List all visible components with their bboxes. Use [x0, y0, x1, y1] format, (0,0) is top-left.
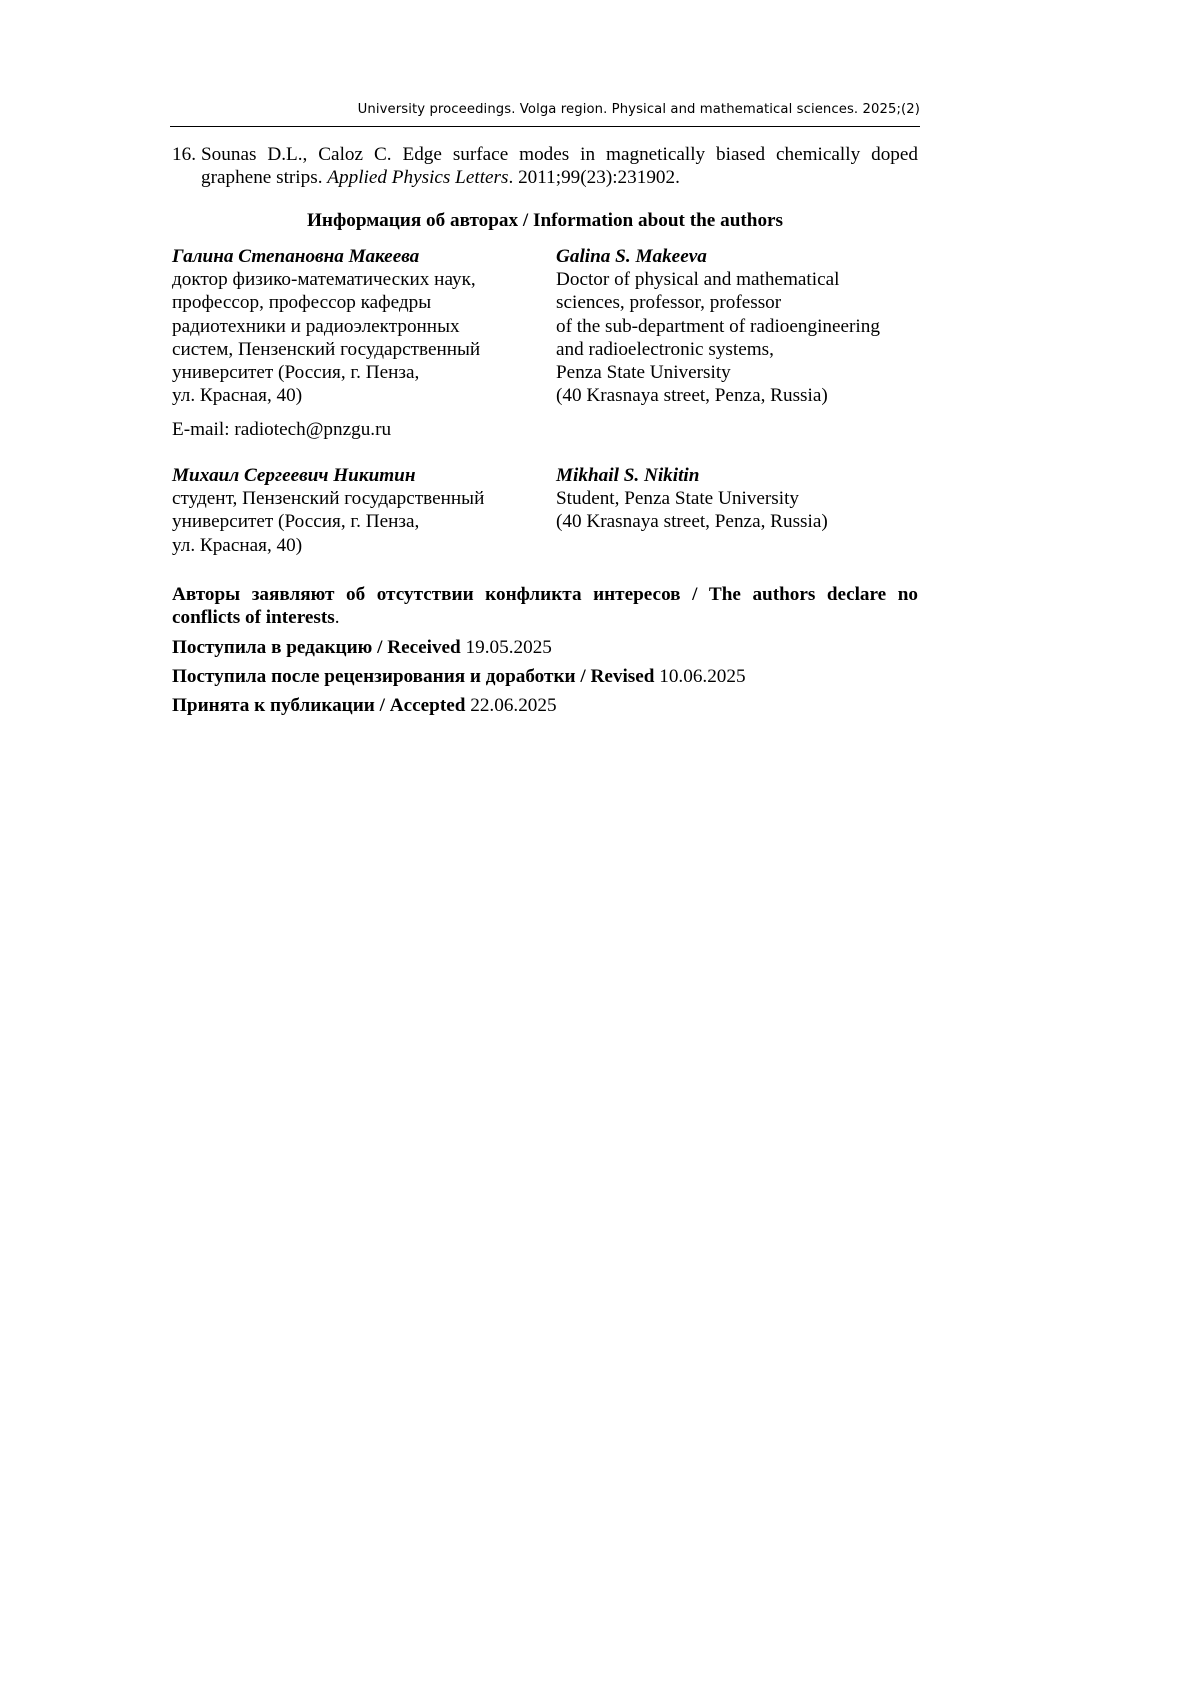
- author-1-email: E-mail: radiotech@pnzgu.ru: [172, 419, 392, 440]
- author-1-en-line: and radioelectronic systems,: [556, 338, 774, 360]
- running-header: University proceedings. Volga region. Physical and mathematical sciences. 2025;(2): [357, 102, 920, 117]
- reference-text: [172, 143, 918, 189]
- reference-entry: [172, 143, 918, 189]
- reference-line-2-end: . 2011;99(23):231902.: [508, 167, 680, 189]
- author-1-name-ru: Галина Степановна Макеева: [172, 246, 420, 267]
- author-2-ru-line: ул. Красная, 40): [172, 534, 303, 556]
- author-1-ru-line: доктор физико-математических наук,: [172, 269, 476, 291]
- author-1-ru-line: профессор, профессор кафедры: [172, 292, 432, 314]
- reference-line-2-start: graphene strips.: [201, 167, 328, 189]
- author-2-en-line: Student, Penza State University: [556, 488, 800, 510]
- reference-journal: Applied Physics Letters: [327, 167, 509, 189]
- author-1-en-line: of the sub-department of radioengineering: [556, 315, 880, 337]
- author-2-en-line: (40 Krasnaya street, Penza, Russia): [556, 511, 828, 533]
- author-2-name-ru: Михаил Сергеевич Никитин: [172, 465, 416, 486]
- revised-date: [172, 665, 918, 688]
- author-2-ru-line: студент, Пензенский государственный: [172, 488, 485, 510]
- header-rule: [170, 126, 920, 127]
- author-1-ru-line: университет (Россия, г. Пенза,: [172, 362, 420, 384]
- author-1-ru-line: радиотехники и радиоэлектронных: [172, 315, 460, 337]
- author-1-ru: [172, 245, 552, 407]
- conflict-line-2-text: conflicts of interests: [172, 607, 335, 629]
- accepted-label: Принята к публикации / Accepted: [172, 695, 466, 716]
- conflict-line-2: [172, 606, 918, 629]
- author-1-en: [556, 245, 936, 407]
- reference-line-1: Sounas D.L., Caloz C. Edge surface modes in magnetically biased chemically doped: [201, 144, 918, 165]
- author-1-ru-line: ул. Красная, 40): [172, 385, 303, 407]
- author-1-en-line: sciences, professor, professor: [556, 292, 782, 314]
- author-1-en-line: Doctor of physical and mathematical: [556, 269, 840, 291]
- author-2-en: [556, 464, 936, 534]
- conflict-of-interest-statement: [172, 583, 918, 629]
- author-1-en-line: (40 Krasnaya street, Penza, Russia): [556, 385, 828, 407]
- received-label: Поступила в редакцию / Received: [172, 637, 461, 658]
- authors-section-heading: Информация об авторах / Information about the authors: [306, 210, 784, 231]
- author-1-ru-line: систем, Пензенский государственный: [172, 338, 481, 360]
- author-1-name-en: Galina S. Makeeva: [556, 246, 707, 267]
- received-value: 19.05.2025: [465, 637, 552, 658]
- author-2-ru-line: университет (Россия, г. Пенза,: [172, 511, 420, 533]
- conflict-line-1: Авторы заявляют об отсутствии конфликта интересов / The authors declare no: [172, 584, 918, 605]
- received-date: [172, 636, 918, 659]
- revised-label: Поступила после рецензирования и доработки / Revised: [172, 666, 655, 687]
- author-2-ru: [172, 464, 552, 557]
- author-2-name-en: Mikhail S. Nikitin: [556, 465, 700, 486]
- reference-line-2: [201, 167, 680, 188]
- conflict-line-2-period: .: [334, 607, 340, 629]
- accepted-value: 22.06.2025: [470, 695, 557, 716]
- accepted-date: [172, 694, 918, 717]
- reference-number: 16.: [172, 144, 196, 165]
- revised-value: 10.06.2025: [659, 666, 746, 687]
- author-1-en-line: Penza State University: [556, 362, 731, 384]
